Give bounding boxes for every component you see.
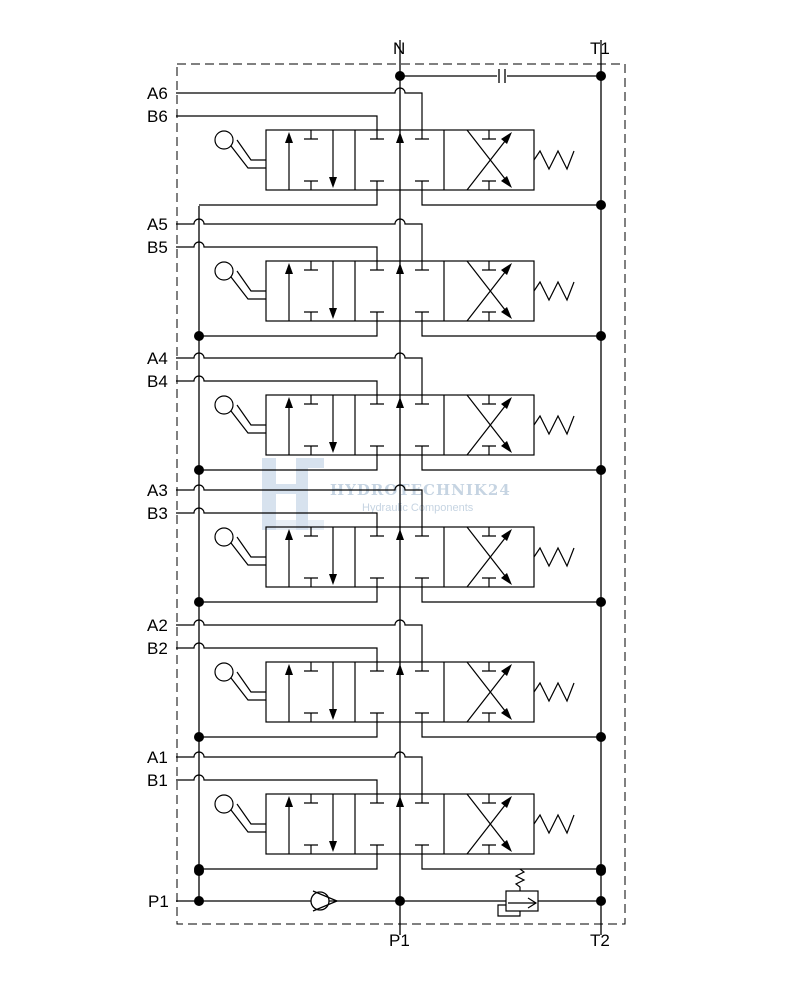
return-line <box>199 190 377 205</box>
blocked-port <box>415 181 429 190</box>
blocked-port <box>482 578 496 587</box>
return-line <box>199 722 377 737</box>
blocked-port <box>370 130 384 139</box>
arrowhead <box>329 709 337 720</box>
arrowhead <box>501 441 512 453</box>
tank-line <box>422 321 601 336</box>
blocked-port <box>415 130 429 139</box>
arrowhead <box>285 132 293 143</box>
arrowhead <box>501 263 512 275</box>
return-line <box>199 854 377 869</box>
tank-line <box>422 455 601 470</box>
port-label-a: A4 <box>147 349 168 368</box>
junction-dot <box>596 71 606 81</box>
arrowhead <box>501 708 512 720</box>
blocked-port <box>482 527 496 536</box>
lever-knob-icon <box>215 396 233 414</box>
arrowhead <box>329 442 337 453</box>
arrowhead <box>501 132 512 144</box>
port-label-p1-bottom: P1 <box>389 931 410 950</box>
valve-section <box>147 748 601 869</box>
blocked-port <box>370 181 384 190</box>
port-label-b: B3 <box>147 504 168 523</box>
valve-section <box>147 84 601 205</box>
port-label-t2: T2 <box>590 931 610 950</box>
tank-line <box>422 854 601 869</box>
blocked-port <box>415 446 429 455</box>
junction-dot <box>596 465 606 475</box>
lever-icon <box>231 804 266 832</box>
blocked-port <box>415 794 429 803</box>
junction-dot <box>395 71 405 81</box>
lever-icon <box>231 672 266 700</box>
junction-dot <box>596 896 606 906</box>
junction-dot <box>194 896 204 906</box>
blocked-port <box>415 578 429 587</box>
arrowhead <box>285 263 293 274</box>
port-label-b: B5 <box>147 238 168 257</box>
junction-dot <box>596 331 606 341</box>
port-a-line <box>176 88 422 130</box>
lever-icon <box>231 271 266 299</box>
port-b-line <box>176 116 377 130</box>
arrowhead <box>329 177 337 188</box>
arrowhead <box>329 841 337 852</box>
junction-dot <box>194 331 204 341</box>
arrowhead <box>285 529 293 540</box>
port-a-line <box>176 752 422 794</box>
lever-knob-icon <box>215 795 233 813</box>
blocked-port <box>304 181 318 190</box>
watermark <box>262 458 511 530</box>
lever-icon <box>231 405 266 433</box>
spring-icon <box>534 548 574 566</box>
blocked-port <box>370 713 384 722</box>
blocked-port <box>482 312 496 321</box>
port-label-b: B4 <box>147 372 168 391</box>
spring-icon <box>534 683 574 701</box>
spring-icon <box>534 282 574 300</box>
blocked-port <box>415 845 429 854</box>
blocked-port <box>482 395 496 404</box>
lever-icon <box>231 140 266 168</box>
junction-dot <box>596 597 606 607</box>
arrowhead <box>396 664 404 675</box>
blocked-port <box>304 578 318 587</box>
port-label-b: B2 <box>147 639 168 658</box>
blocked-port <box>370 261 384 270</box>
blocked-port <box>304 130 318 139</box>
spring-icon <box>534 151 574 169</box>
spring-icon <box>534 416 574 434</box>
blocked-port <box>304 446 318 455</box>
tank-line <box>422 587 601 602</box>
tank-line <box>422 722 601 737</box>
blocked-port <box>370 845 384 854</box>
port-b-line <box>176 643 377 662</box>
arrowhead <box>396 132 404 143</box>
arrowhead <box>329 308 337 319</box>
blocked-port <box>304 261 318 270</box>
port-label-a: A1 <box>147 748 168 767</box>
port-label-b: B1 <box>147 771 168 790</box>
blocked-port <box>304 395 318 404</box>
watermark-brand: HYDROTECHNIK24 <box>330 481 511 499</box>
blocked-port <box>415 713 429 722</box>
valve-section <box>147 481 601 602</box>
watermark-logo <box>262 458 324 530</box>
blocked-port <box>482 713 496 722</box>
port-label-t1: T1 <box>590 39 610 58</box>
blocked-port <box>482 181 496 190</box>
blocked-port <box>482 845 496 854</box>
blocked-port <box>304 845 318 854</box>
arrowhead <box>501 573 512 585</box>
return-line <box>199 455 377 470</box>
blocked-port <box>415 662 429 671</box>
port-label-a: A6 <box>147 84 168 103</box>
arrowhead <box>396 796 404 807</box>
junction-dot <box>596 866 606 876</box>
tank-line <box>422 190 601 205</box>
blocked-port <box>415 527 429 536</box>
arrowhead <box>329 574 337 585</box>
blocked-port <box>370 578 384 587</box>
lever-knob-icon <box>215 528 233 546</box>
port-label-a: A5 <box>147 215 168 234</box>
arrowhead <box>501 529 512 541</box>
blocked-port <box>370 446 384 455</box>
valve-section <box>147 349 601 470</box>
arrowhead <box>285 397 293 408</box>
blocked-port <box>482 794 496 803</box>
port-b-line <box>176 775 377 794</box>
port-label-b: B6 <box>147 107 168 126</box>
arrowhead <box>501 397 512 409</box>
valve-sections <box>147 84 601 869</box>
blocked-port <box>482 446 496 455</box>
valve-section <box>147 616 601 737</box>
return-line <box>199 321 377 336</box>
lever-icon <box>231 537 266 565</box>
blocked-port <box>304 312 318 321</box>
arrowhead <box>396 529 404 540</box>
arrowhead <box>396 263 404 274</box>
blocked-port <box>415 261 429 270</box>
junction-dot <box>596 200 606 210</box>
junction-dot <box>194 597 204 607</box>
lever-knob-icon <box>215 262 233 280</box>
arrowhead <box>396 397 404 408</box>
blocked-port <box>482 130 496 139</box>
port-b-line <box>176 376 377 395</box>
blocked-port <box>304 713 318 722</box>
watermark-tagline: Hydraulic Components <box>362 502 474 514</box>
arrowhead <box>285 796 293 807</box>
arrowhead <box>501 176 512 188</box>
blocked-port <box>415 312 429 321</box>
lever-knob-icon <box>215 663 233 681</box>
port-label-p1-inlet: P1 <box>148 892 169 911</box>
port-a-line <box>176 219 422 261</box>
arrowhead <box>501 664 512 676</box>
blocked-port <box>370 662 384 671</box>
port-label-a: A3 <box>147 481 168 500</box>
arrowhead <box>501 840 512 852</box>
junction-dot <box>194 465 204 475</box>
return-line <box>199 587 377 602</box>
junction-dot <box>194 732 204 742</box>
arrowhead <box>285 664 293 675</box>
lever-knob-icon <box>215 131 233 149</box>
junction-dot <box>395 896 405 906</box>
port-label-n: N <box>393 39 406 58</box>
blocked-port <box>370 395 384 404</box>
blocked-port <box>370 527 384 536</box>
port-a-line <box>176 620 422 662</box>
blocked-port <box>415 395 429 404</box>
blocked-port <box>370 794 384 803</box>
junction-dot <box>194 866 204 876</box>
port-b-line <box>176 242 377 261</box>
blocked-port <box>370 312 384 321</box>
arrowhead <box>501 307 512 319</box>
port-label-a: A2 <box>147 616 168 635</box>
pressure-relief-valve <box>498 869 538 916</box>
blocked-port <box>482 662 496 671</box>
arrowhead <box>501 796 512 808</box>
spring-icon <box>534 815 574 833</box>
valve-section <box>147 215 601 336</box>
blocked-port <box>482 261 496 270</box>
port-a-line <box>176 353 422 395</box>
junction-dot <box>596 732 606 742</box>
blocked-port <box>304 794 318 803</box>
blocked-port <box>304 662 318 671</box>
